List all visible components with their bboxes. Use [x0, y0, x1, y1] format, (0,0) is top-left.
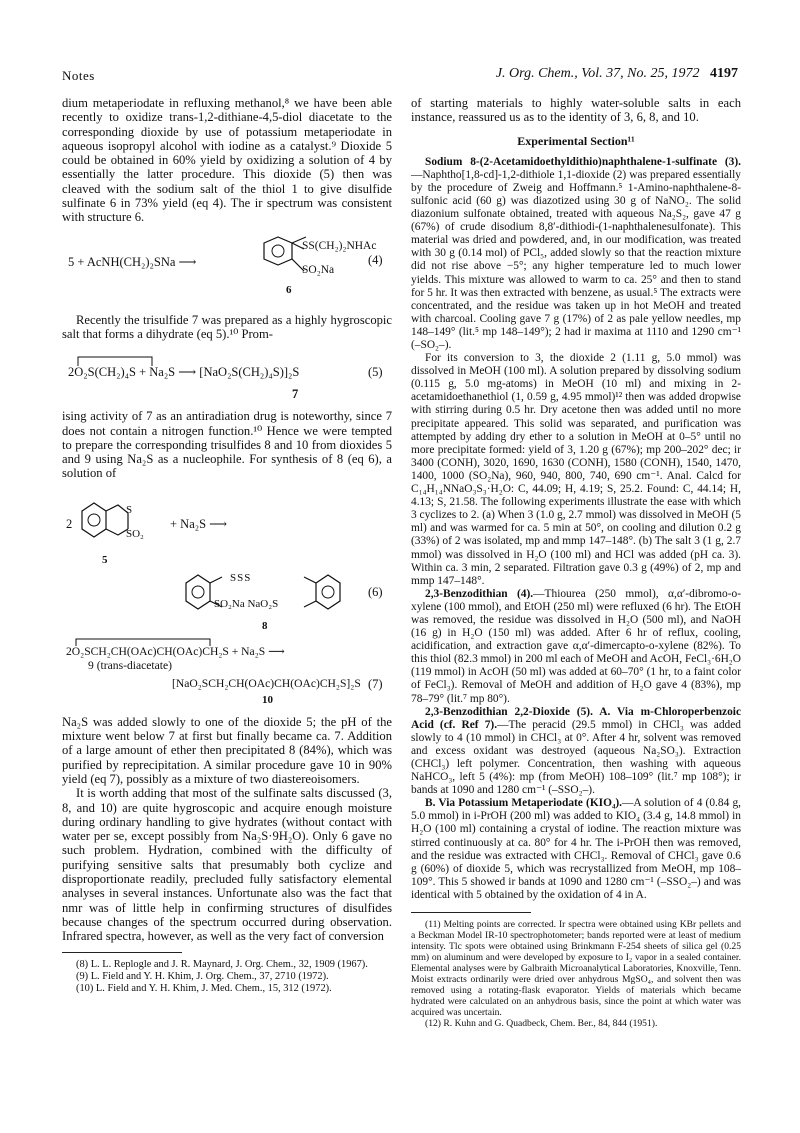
equation-6 — [62, 489, 392, 637]
section-title: Experimental Section¹¹ — [517, 133, 635, 148]
eq7-product: [NaO₂SCH₂CH(OAc)CH(OAc)CH₂S]₂S — [172, 676, 361, 690]
left-paragraph-2: Recently the trisulfide 7 was prepared as a highly hygroscopic salt that forms a dihydrate (eq 5).¹⁰ Prom- — [62, 312, 392, 341]
eq6-sss-label: SSS — [230, 571, 252, 584]
eq7-number: (7) — [368, 676, 383, 691]
experiment-1 — [411, 156, 741, 352]
eq6-sulfinate-label: SO₂Na NaO₂S — [214, 597, 279, 610]
experiment-5-title: B. Via Potassium Metaperiodate (KIO₄). — [425, 797, 623, 810]
footnote-divider — [411, 912, 531, 913]
benzodithian-dioxide-icon — [76, 495, 146, 555]
eq5-number: (5) — [368, 365, 383, 380]
experiment-3 — [411, 588, 741, 706]
footnote-divider — [62, 952, 182, 953]
left-column — [62, 96, 392, 995]
eq7-reactants: 2O₂SCH₂CH(OAc)CH(OAc)CH₂S + Na₂S ⟶ — [66, 644, 285, 658]
eq6-reagent: + Na₂S ⟶ — [170, 516, 228, 531]
equation-7 — [62, 637, 392, 709]
experiment-1-text: —Naphtho[1,8-cd]-1,2-dithiole 1,1-dioxide (2) was prepared essentially by the procedure of Zweig and Hoffmann.⁵ 1-Amino-naphthalene-8-sulfonic acid (60 g) was diazotized using 30 g of NaNO₂. The solid diazonium sulfonate obtained, treated with aqueous Na₂S₂, gave 47 g (67%) of crude disodium 8,8′-dithiodi-(1-naphthalenesulfonate). This material was dried and powdered, and, in our modification, was treated with 30 g (0.14 mol) of PCl₅, added slowly so that the reaction mixture did not rise above −5°; any higher temperature led to much lower yields. This mixture was allowed to warm to ca. 25° and then to stand for 5 hr. It was then extracted with benzene, as usual.⁵ The extracts were concentrated, and the residue was taken up in hot MeOH and treated with charcoal. Cooling gave 7 g (17%) of 2 as pale yellow needles, mp 148–149° (lit.⁵ mp 148–149°); 2 had ir maxima at 1110 and 1290 cm⁻¹ (–SO₂–). — [411, 168, 741, 351]
trisulfide-structure-icon — [180, 569, 360, 619]
footnote-9: (9) L. Field and Y. H. Khim, J. Org. Chem., 37, 2710 (1972). — [76, 970, 329, 982]
eq6-coefficient: 2 — [66, 516, 73, 531]
eq4-compound-number: 6 — [286, 283, 292, 296]
experiment-4 — [411, 706, 741, 798]
footnote-11: (11) Melting points are corrected. Ir spectra were obtained using KBr pellets and a Beckman Model IR-10 spectrophotometer; bands reported were at least of medium intensity. Tlc spots were obtained using Brinkmann F-254 sheets of silica gel (0.25 mm) on aluminum and were developed by exposure to I₂ vapor in a sealed container. Elemental analyses were by Galbraith Microanalytical Laboratories, Knoxville, Tenn. Moist extracts ordinarily were dried over anhydrous MgSO₄, and solvent then was removed using a rotating-flask evaporator. Yields of materials which became hydrated were calculated on an anhydrous basis, since the point at which water was acquired was uncertain. — [411, 919, 741, 1019]
right-paragraph-1: of starting materials to highly water-soluble salts in each instance, reassured us as to the identity of 3, 6, 8, and 10. — [411, 96, 741, 125]
footnote-10: (10) L. Field and Y. H. Khim, J. Med. Chem., 15, 312 (1972). — [76, 982, 332, 994]
running-header-left: Notes — [62, 68, 95, 83]
eq5-compound-number: 7 — [292, 387, 299, 402]
journal-citation: J. Org. Chem., Vol. 37, No. 25, 1972 — [495, 66, 700, 81]
left-paragraph-4: Na₂S was added slowly to one of the dioxide 5; the pH of the mixture went below 7 at first but finally became ca. 7. Addition of a large amount of ether then precipitated 8 (84%), which was purified by reprecipitation. A similar procedure gave 10 in 90% yield (eq 7), possibly as a mixture of two diastereoisomers. — [62, 714, 392, 786]
experiment-4-title: 2,3-Benzodithian 2,2-Dioxide (5). A. Via m-Chloroperbenzoic Acid (cf. Ref 7). — [411, 705, 741, 731]
eq4-substituent-1: SS(CH₂)₂NHAc — [302, 239, 377, 252]
experiment-1-title: Sodium 8-(2-Acetamidoethyldithio)naphthalene-1-sulfinate (3). — [425, 155, 741, 168]
eq4-number: (4) — [368, 252, 383, 267]
equation-4 — [62, 233, 392, 307]
experiment-4-text: —The peracid (29.5 mmol) in CHCl₃ was added slowly to 4 (10 mmol) in CHCl₃ at 0°. After 4 hr, solvent was removed and excess oxidant was destroyed (aqueous Na₂SO₃). Extraction (CHCl₃) left polymer. Concentration, then washing with aqueous NaHCO₃, left 5 (4%): mp (from MeOH) 108–109° (lit.⁷ mp 108°); ir bands at 1090 and 1280 cm⁻¹ (–SSO₂–). — [411, 718, 741, 797]
experiment-5 — [411, 797, 741, 902]
eq7-compound-10: 10 — [262, 693, 273, 706]
experiment-2: For its conversion to 3, the dioxide 2 (1.11 g, 5.0 mmol) was dissolved in MeOH (100 ml). A solution prepared by dissolving sodium (0.115 g, 5.0 mg-atoms) in MeOH (10 ml) and mixing in 2-acetamidoethanethiol (1, 0.59 g, 4.95 mmol)¹² then was added dropwise with stirring during 0.5 hr. Dry acetone then was added until no more precipitate appeared. This solid was separated, and purification was attempted by adding dry ether to a solution in MeOH at 0–5° until no more precipitate formed: yield of 3, 1.20 g (67%); mp 200–202° dec; ir 3400 (CONH), 3020, 1690, 1630 (CONH), 1580 (CONH), 1540, 1470, 1400, 1000 (SO₂Na), 960, 940, 800, 740, 690 cm⁻¹. Anal. Calcd for C₁₄H₁₄NNaO₃S₃·H₂O: C, 44.09; H, 4.19; S, 25.2. Found: C, 44.14; H, 4.13; S, 21.58. The following experiments illustrate the ease with which 3 cyclizes to 2. (a) When 3 (1.0 g, 2.7 mmol) was dissolved in MeOH (5 ml) and was warmed for ca. 5 min at 50°, on cooling and dilution 0.2 g (33%) of 2 was isolated, mp and mmp 147–148°. (b) The salt 3 (1 g, 2.7 mmol) was dissolved in H₂O (100 ml) and HCl was added (pH ca. 3). Within ca. 3 min, 2 separated. Filtration gave 0.3 g (49%) of 2, mp and mmp 147–148°. — [411, 352, 741, 587]
eq4-reactants: 5 + AcNH(CH₂)₂SNa ⟶ — [68, 254, 197, 269]
left-footnotes — [62, 959, 392, 995]
eq6-so2-label: SO₂ — [126, 527, 144, 540]
left-paragraph-5: It is worth adding that most of the sulfinate salts discussed (3, 8, and 10) are quite hygroscopic and acquire enough moisture during ordinary handling to give hydrates (without contact with water per se, except possibly from Na₂S·9H₂O). Only 6 gave no such problem. Hydration, combined with the difficulty of purifying sensitive salts that presumably both cyclize and disproportionate readily, precluded fully satisfactory elemental analyses in several instances. Unfortunate also was the fact that nmr was of little help in confirming structures of disulfides because changes of the spectrum occurred during observation. Infrared spectra, however, as well as the very fact of conversion — [62, 786, 392, 944]
equation-5 — [62, 351, 392, 409]
right-footnotes — [411, 919, 741, 1029]
experiment-3-title: 2,3-Benzodithian (4). — [425, 587, 534, 600]
eq4-substituent-2: SO₂Na — [302, 263, 335, 276]
eq5-reaction: 2O₂S(CH₂)₄S + Na₂S ⟶ [NaO₂S(CH₂)₄S)]₂S — [68, 365, 300, 380]
eq6-sulfur-label: S — [126, 503, 133, 516]
page-number: 4197 — [710, 66, 738, 81]
eq6-number: (6) — [368, 584, 383, 599]
experiment-5-text: —A solution of 4 (0.84 g, 5.0 mmol) in i-PrOH (200 ml) was added to KIO₄ (3.4 g, 14.8 mmol) in H₂O (100 ml) containing a crystal of iodine. The reaction mixture was stirred continuously at ca. 80° for 4 hr. The i-PrOH then was removed, and the residue was extracted with CHCl₃. Removal of CHCl₃ gave 0.6 g (60%) of dioxide 5, which was recrystallized from MeOH, mp 108–109°. This 5 showed ir bands at 1090 and 1280 cm⁻¹ (–SSO₂–) and was identical with 5 obtained by the oxidation of 4 in A. — [411, 797, 741, 901]
left-paragraph-3: ising activity of 7 as an antiradiation drug is noteworthy, since 7 does not contain a nitrogen function.¹⁰ Hence we were tempted to prepare the corresponding trisulfides 8 and 10 from dioxides 5 and 9 using Na₂S as a nucleophile. For synthesis of 8 (eq 6), a solution of — [62, 409, 392, 481]
footnote-12: (12) R. Kuhn and G. Quadbeck, Chem. Ber., 84, 844 (1951). — [425, 1018, 658, 1030]
eq6-compound-8: 8 — [262, 619, 268, 632]
eq7-compound-9-label: 9 (trans-diacetate) — [88, 658, 173, 672]
experiment-3-text: —Thiourea (250 mmol), α,α′-dibromo-o-xylene (100 mmol), and EtOH (250 ml) were refluxed (6 hr). The EtOH was removed, the residue was dissolved in H₂O (500 ml), and NaOH (16 g) in H₂O (150 ml) was added. After 6 hr of reflux, cooling, acidification, and extraction gave α,α′-dimercapto-o-xylene (82%). To this thiol (82.3 mmol) in 200 ml each of MeOH and AcOH, FeCl₃·6H₂O (119 mmol) in AcOH (50 ml) was added at 60–70° (1 hr, to a faint color of FeCl₃). Removal of MeOH and addition of H₂O gave 4 (83%), mp 78–79° (lit.⁷ mp 80°). — [411, 587, 742, 705]
running-header-right — [496, 66, 738, 82]
left-paragraph-1: dium metaperiodate in refluxing methanol,⁸ we have been able recently to oxidize trans-1,2-dithiane-4,5-diol diacetate to the corresponding dioxide by use of potassium metaperiodate in aqueous isopropyl alcohol with iodine as a catalyst.⁹ Dioxide 5 could be obtained in 60% yield by oxidizing a solution of 4 by essentially the latter procedure. This dioxide (5) then was cleaved with the sodium salt of the thiol 1 to give disulfide sulfinate 6 in 73% yield (eq 4). The ir spectrum was consistent with structure 6. — [62, 96, 392, 225]
footnote-8: (8) L. L. Replogle and J. R. Maynard, J. Org. Chem., 32, 1909 (1967). — [76, 958, 368, 970]
right-column — [411, 96, 741, 1029]
eq6-compound-5: 5 — [102, 553, 108, 566]
